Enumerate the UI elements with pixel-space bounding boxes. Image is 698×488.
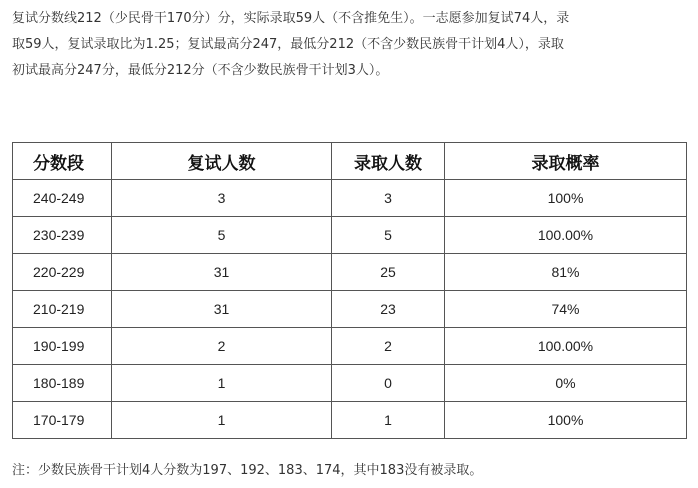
header-admitted-count: 录取人数 bbox=[332, 143, 445, 180]
cell-retest-count: 1 bbox=[112, 402, 332, 439]
header-retest-count: 复试人数 bbox=[112, 143, 332, 180]
cell-retest-count: 1 bbox=[112, 365, 332, 402]
cell-admitted-count: 5 bbox=[332, 217, 445, 254]
cell-score-range: 210-219 bbox=[13, 291, 112, 328]
cell-retest-count: 31 bbox=[112, 291, 332, 328]
intro-line: 取59人，复试录取比为1.25；复试最高分247，最低分212（不含少数民族骨干计划4人），录取 bbox=[12, 37, 564, 52]
table-row bbox=[13, 328, 687, 365]
cell-admission-rate: 100% bbox=[445, 402, 687, 439]
table-row bbox=[13, 291, 687, 328]
cell-admission-rate: 100.00% bbox=[445, 328, 687, 365]
cell-retest-count: 5 bbox=[112, 217, 332, 254]
cell-score-range: 220-229 bbox=[13, 254, 112, 291]
cell-score-range: 230-239 bbox=[13, 217, 112, 254]
table-row bbox=[13, 402, 687, 439]
cell-admitted-count: 1 bbox=[332, 402, 445, 439]
cell-score-range: 190-199 bbox=[13, 328, 112, 365]
cell-retest-count: 3 bbox=[112, 180, 332, 217]
cell-score-range: 170-179 bbox=[13, 402, 112, 439]
cell-admitted-count: 23 bbox=[332, 291, 445, 328]
cell-admitted-count: 3 bbox=[332, 180, 445, 217]
cell-score-range: 240-249 bbox=[13, 180, 112, 217]
intro-paragraph bbox=[12, 6, 692, 84]
cell-admitted-count: 0 bbox=[332, 365, 445, 402]
intro-line: 复试分数线212（少民骨干170分）分，实际录取59人（不含推免生）。一志愿参加复试74人，录 bbox=[12, 11, 570, 26]
table-row bbox=[13, 217, 687, 254]
intro-line: 初试最高分247分，最低分212分（不含少数民族骨干计划3人）。 bbox=[12, 63, 389, 78]
header-admission-rate: 录取概率 bbox=[445, 143, 687, 180]
table-header-row bbox=[13, 143, 687, 180]
cell-admitted-count: 2 bbox=[332, 328, 445, 365]
header-score-range: 分数段 bbox=[13, 143, 112, 180]
cell-admitted-count: 25 bbox=[332, 254, 445, 291]
score-admission-table bbox=[12, 142, 687, 439]
cell-admission-rate: 74% bbox=[445, 291, 687, 328]
cell-admission-rate: 100.00% bbox=[445, 217, 687, 254]
table-row bbox=[13, 254, 687, 291]
cell-admission-rate: 0% bbox=[445, 365, 687, 402]
table-row bbox=[13, 365, 687, 402]
cell-admission-rate: 81% bbox=[445, 254, 687, 291]
cell-score-range: 180-189 bbox=[13, 365, 112, 402]
table-row bbox=[13, 180, 687, 217]
cell-retest-count: 2 bbox=[112, 328, 332, 365]
footnote: 注：少数民族骨干计划4人分数为197、192、183、174，其中183没有被录取。 bbox=[12, 463, 483, 478]
cell-retest-count: 31 bbox=[112, 254, 332, 291]
cell-admission-rate: 100% bbox=[445, 180, 687, 217]
